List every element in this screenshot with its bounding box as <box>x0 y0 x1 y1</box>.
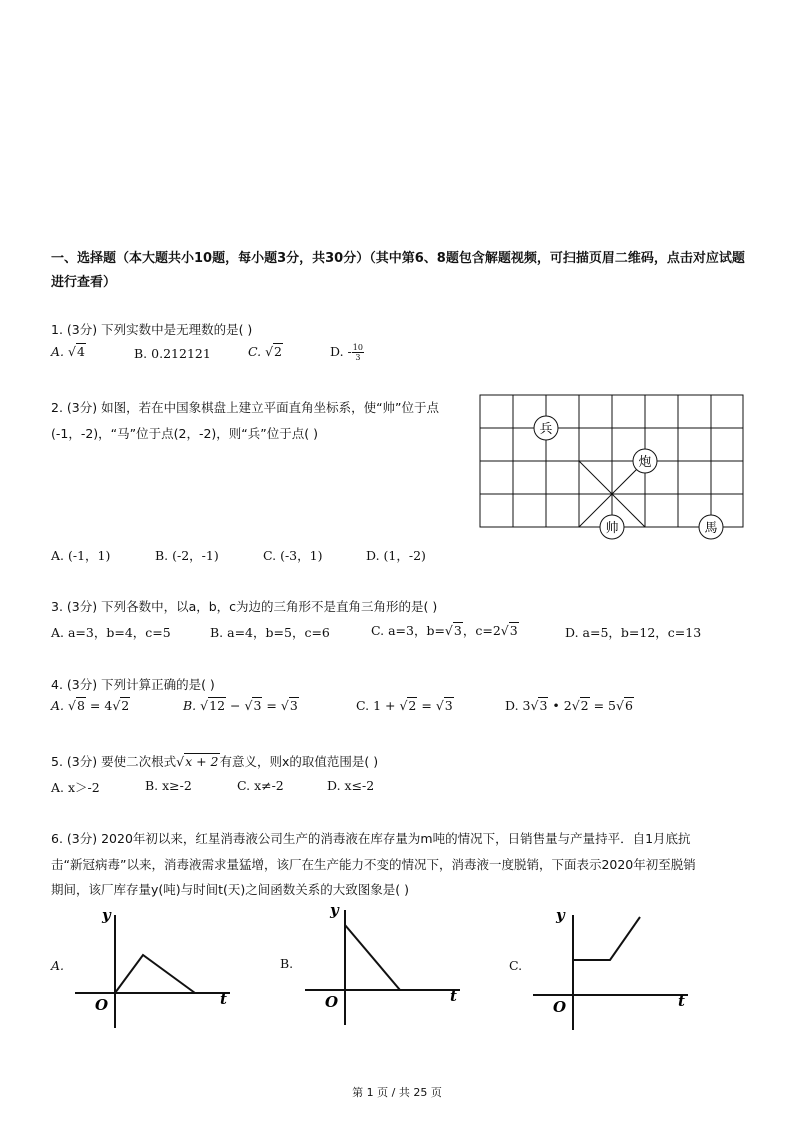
q4-option-b[interactable]: B. √12 − √3 = √3 <box>183 698 298 713</box>
q5-stem: 5. (3分) 要使二次根式√x + 2有意义，则x的取值范围是( ) <box>51 754 379 769</box>
section-title: 一、选择题（本大题共小10题，每小题3分，共30分）（其中第6、8题包含解题视频，可扫描页眉二维码，点击对应试题进行查看） <box>51 251 745 290</box>
q2-option-c[interactable]: C. (-3，1) <box>263 548 323 563</box>
q4-option-a[interactable]: A. √8 = 4√2 <box>51 698 130 713</box>
q3-option-a[interactable]: A. a=3，b=4，c=5 <box>51 625 171 640</box>
q4-stem: 4. (3分) 下列计算正确的是( ) <box>51 677 215 692</box>
piece-bing <box>534 416 558 440</box>
q4-option-d[interactable]: D. 3√3 • 2√2 = 5√6 <box>505 698 633 713</box>
q5-option-b[interactable]: B. x≥-2 <box>145 778 192 793</box>
q3-option-d[interactable]: D. a=5，b=12，c=13 <box>565 625 702 640</box>
q4-option-c[interactable]: C. 1 + √2 = √3 <box>356 698 453 713</box>
q6-graph-a-label[interactable]: A. <box>51 958 65 973</box>
q1-option-c[interactable]: C. √2 <box>248 344 282 359</box>
q3-stem: 3. (3分) 下列各数中，以a，b，c为边的三角形不是直角三角形的是( ) <box>51 599 438 614</box>
q1-option-b[interactable]: B. 0.212121 <box>134 346 211 361</box>
svg-text:t: t <box>678 992 685 1010</box>
q3-option-c[interactable]: C. a=3，b=√3，c=2√3 <box>371 623 518 638</box>
q2-stem-line2: (-1，-2)，“马”位于点(2，-2)，则“兵”位于点( ) <box>51 426 318 441</box>
q6-stem-line2: 击“新冠病毒”以来，消毒液需求量猛增，该厂在生产能力不变的情况下，消毒液一度脱销，下面表示2020年初至脱销 <box>51 857 696 872</box>
svg-text:t: t <box>450 987 457 1005</box>
q2-option-d[interactable]: D. (1，-2) <box>366 548 426 563</box>
q5-option-d[interactable]: D. x≤-2 <box>327 778 375 793</box>
piece-pao <box>633 449 657 473</box>
q6-graph-c-label[interactable]: C. <box>509 958 523 973</box>
q6-graph-b <box>300 895 470 1030</box>
q6-stem-line1: 6. (3分) 2020年初以来，红星消毒液公司生产的消毒液在库存量为m吨的情况下，日销售量与产量持平．自1月底抗 <box>51 831 691 846</box>
q1-option-d[interactable]: D. - $\frac{10}{3}$ <box>330 343 363 362</box>
q1-option-a[interactable]: A. √4 <box>51 344 85 359</box>
svg-text:t: t <box>220 990 227 1008</box>
svg-text:兵: 兵 <box>539 422 553 437</box>
q6-graph-a <box>70 900 240 1035</box>
q6-stem-line3: 期间，该厂库存量y(吨)与时间t(天)之间函数关系的大致图象是( ) <box>51 882 410 897</box>
q1-stem: 1. (3分) 下列实数中是无理数的是( ) <box>51 322 253 337</box>
q6-graph-c <box>528 900 698 1035</box>
q2-option-b[interactable]: B. (-2，-1) <box>155 548 219 563</box>
svg-text:O: O <box>553 998 567 1016</box>
q2-option-a[interactable]: A. (-1，1) <box>51 548 111 563</box>
q5-option-c[interactable]: C. x≠-2 <box>237 778 284 793</box>
piece-ma <box>699 515 723 539</box>
svg-text:帅: 帅 <box>605 521 619 536</box>
chess-board-figure <box>474 390 749 542</box>
svg-text:y: y <box>330 901 339 919</box>
svg-text:O: O <box>325 993 339 1011</box>
piece-shuai <box>600 515 624 539</box>
svg-text:O: O <box>95 996 109 1014</box>
svg-text:y: y <box>556 906 565 924</box>
q6-graph-b-label[interactable]: B. <box>280 956 294 971</box>
q2-stem-line1: 2. (3分) 如图，若在中国象棋盘上建立平面直角坐标系，使“帅”位于点 <box>51 400 440 415</box>
svg-text:y: y <box>102 906 111 924</box>
page-footer: 第 1 页 / 共 25 页 <box>352 1086 442 1099</box>
q5-option-a[interactable]: A. x＞-2 <box>51 780 100 795</box>
q3-option-b[interactable]: B. a=4，b=5，c=6 <box>210 625 330 640</box>
svg-text:馬: 馬 <box>704 521 718 536</box>
svg-text:炮: 炮 <box>638 455 652 470</box>
